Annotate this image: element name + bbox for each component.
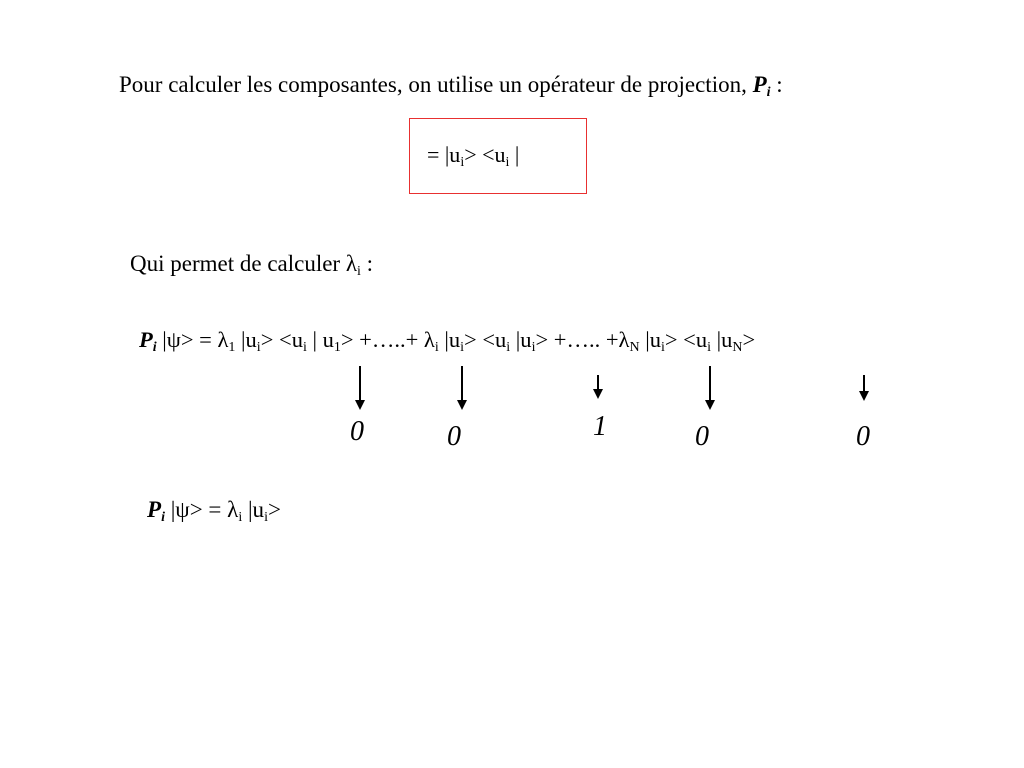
result-value: 0 (695, 421, 709, 452)
operator-symbol: $P_i$ (752, 72, 771, 100)
result-value: 0 (856, 421, 870, 452)
projector-definition: = $|u_i> <u_i$ | (427, 142, 520, 170)
intro-colon: : (770, 72, 783, 97)
result-value: 1 (593, 411, 607, 442)
down-arrow-icon (857, 375, 871, 401)
result-value: 0 (447, 421, 461, 452)
down-arrow-icon (455, 366, 469, 410)
projector-definition-box (409, 118, 587, 194)
permet-line: Qui permet de calculer $\lambda_i$ : (130, 251, 374, 279)
intro-text: Pour calculer les composantes, on utilise un opérateur de projection, (119, 72, 747, 97)
down-arrow-icon (703, 366, 717, 410)
down-arrow-icon (353, 366, 367, 410)
result-value: 0 (350, 416, 364, 447)
intro-line (119, 72, 783, 98)
down-arrow-icon (591, 375, 605, 399)
conclusion-equation: $P_i$ $|\psi> = \lambda_i$ $|u_i>$ (147, 497, 281, 525)
expansion-equation: $P_i$ $|\psi> = \lambda_1$ $|u_i> <u_i$ | $u_1>$ +…..+ $\lambda_i$ $|u_i> <u_i$ $|u_i>$ +….. $+\lambda_N$ $|u_i> <u_i$ $|u_N>$ (139, 327, 756, 355)
